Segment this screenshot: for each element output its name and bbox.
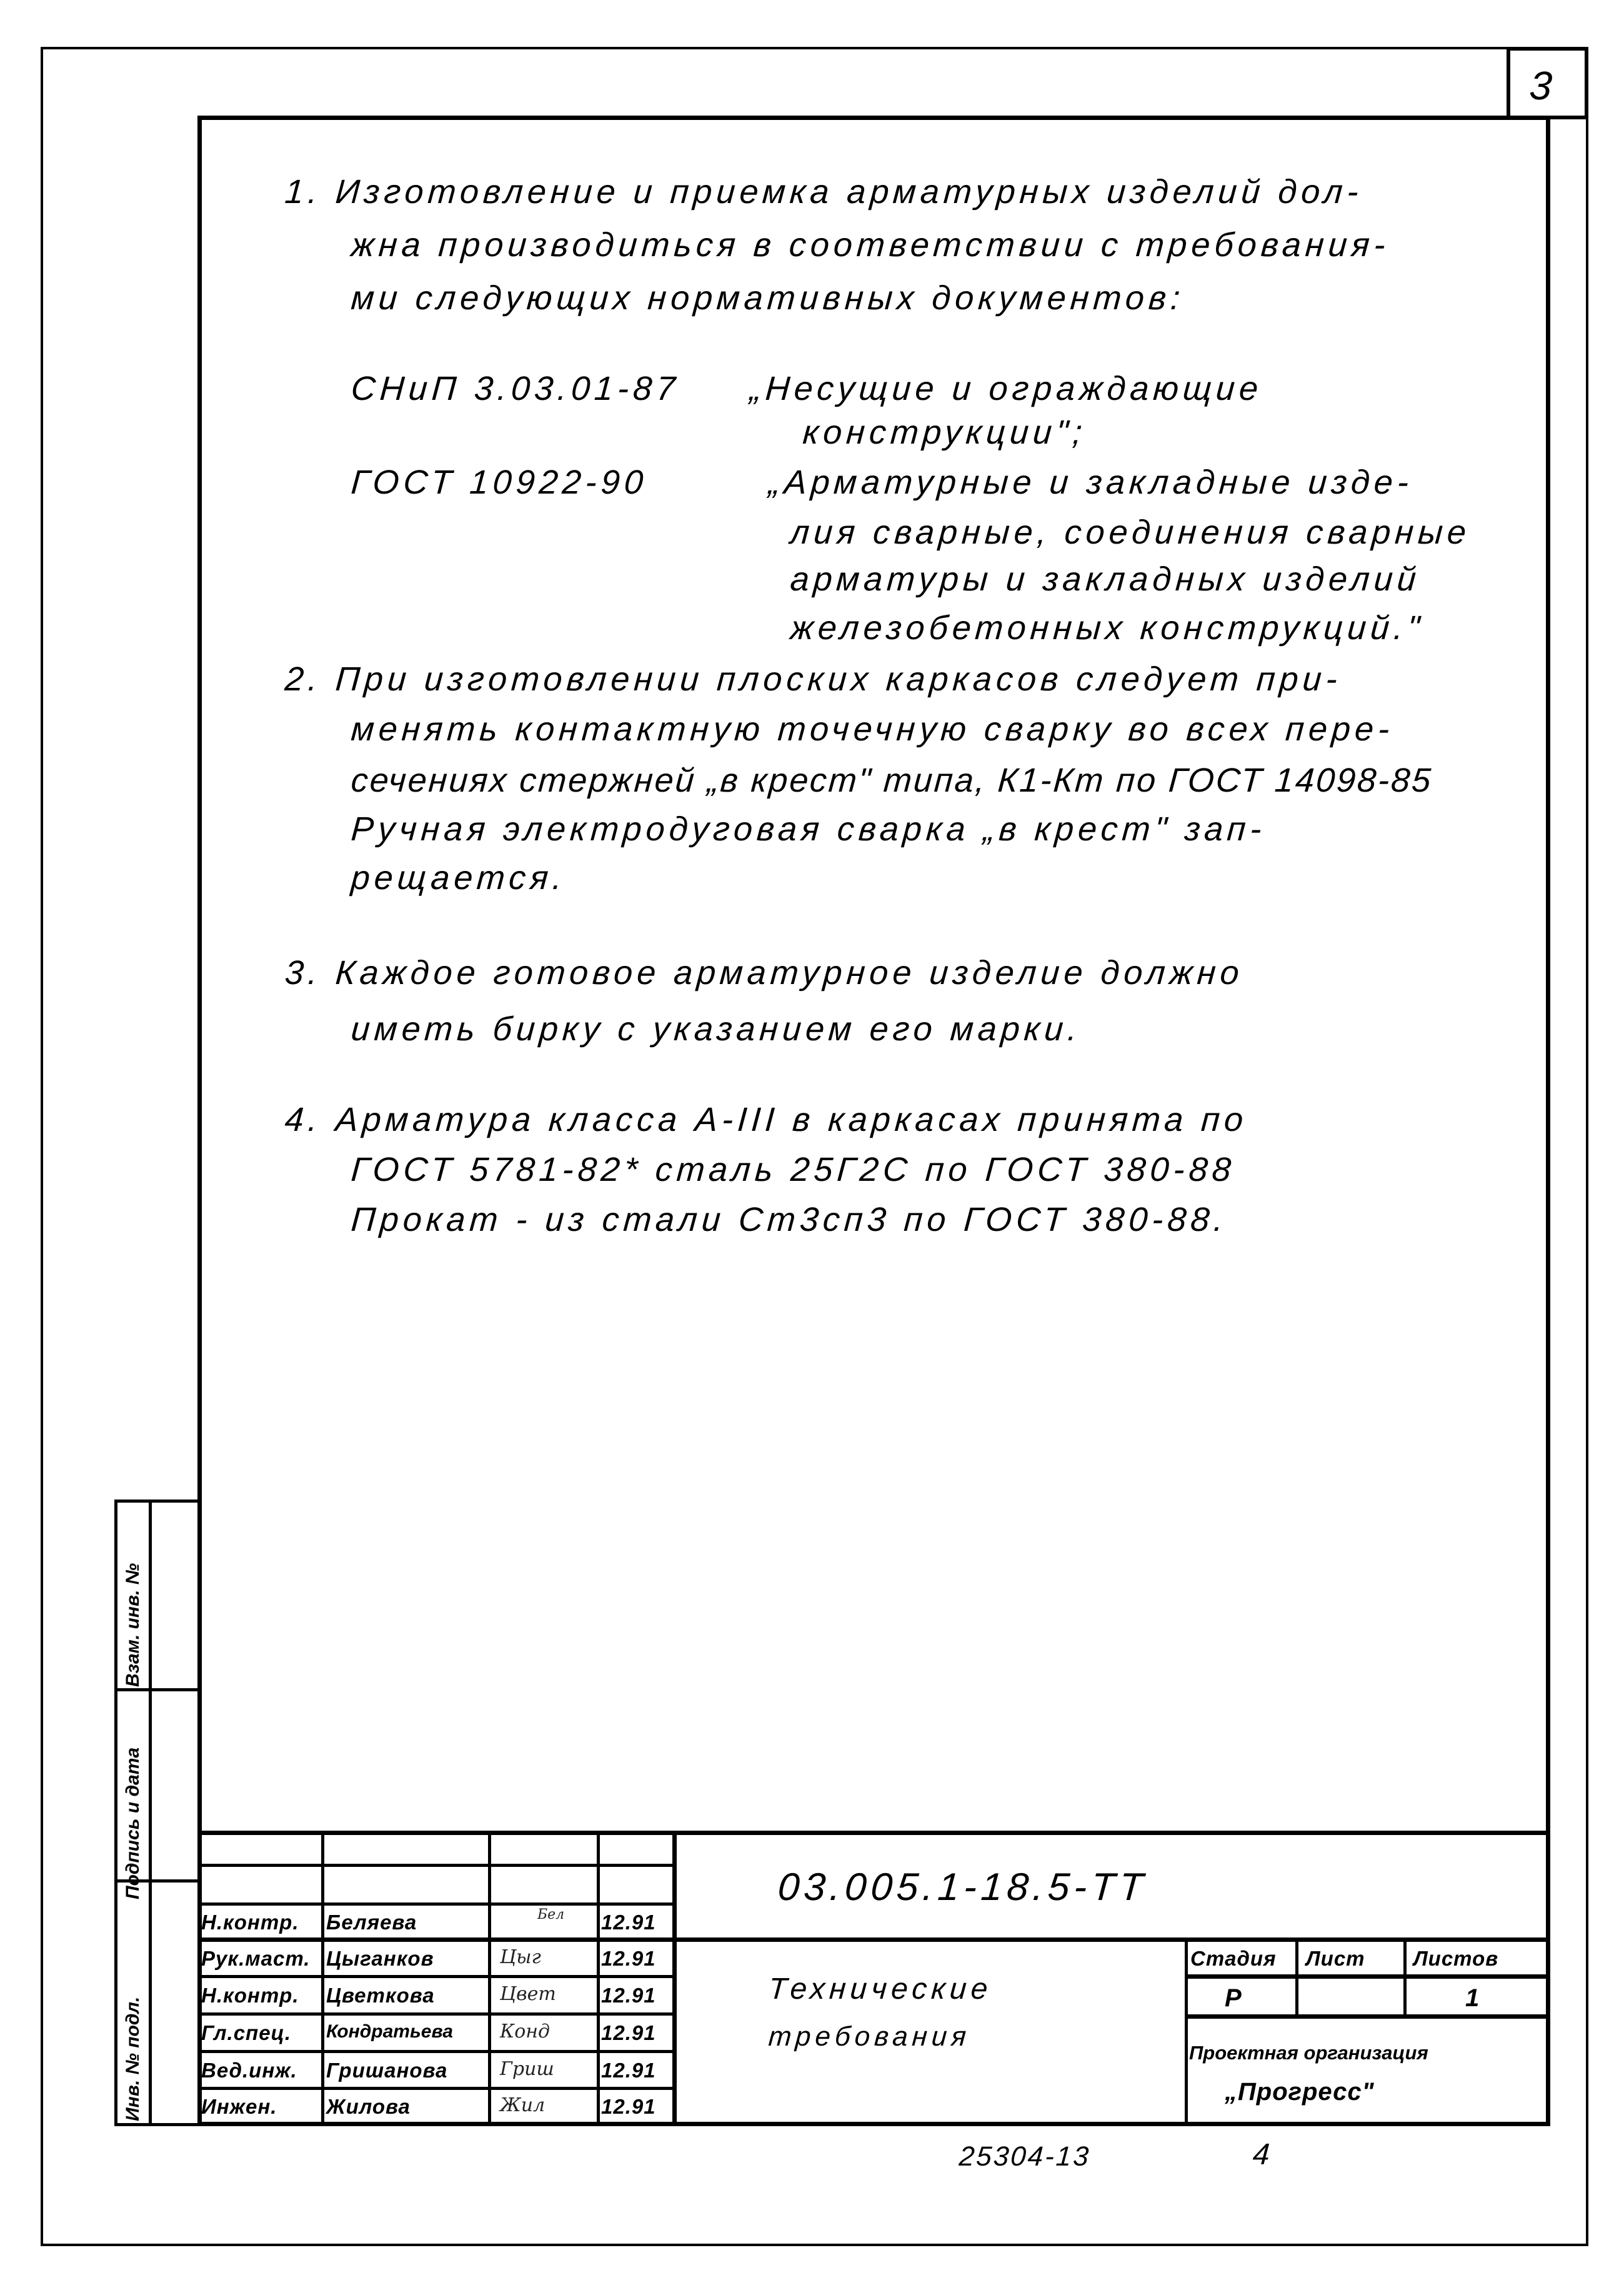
signature: Цвет [500,1983,556,2005]
text-line: сечениях стержней „в крест" типа, К1-Кт по ГОСТ 14098-85 [349,762,1434,799]
sheet-label: Лист [1306,1947,1365,1970]
text-line: 4. Арматура класса А-III в каркасах принята по [283,1101,1249,1138]
text-line: иметь бирку с указанием его марки. [349,1010,1083,1048]
signer-date: 12.91 [601,1984,656,2007]
divider [197,1937,1550,1942]
signer-role: Инжен. [201,2095,277,2118]
doc-title: „Несущие и ограждающие [748,370,1264,407]
signer-role: Вед.инж. [201,2059,297,2082]
signer-name: Беляева [326,1911,417,1934]
signature: Жил [500,2094,545,2116]
divider [114,1688,201,1691]
text-line: ми следующих нормативных документов: [349,279,1186,317]
divider [197,1975,675,1978]
divider [1185,2014,1550,2019]
stage-label: Стадия [1190,1947,1277,1970]
divider [149,1500,152,2126]
signer-role: Н.контр. [201,1911,299,1934]
divider [197,2050,675,2053]
sheet-number: 3 [1528,63,1558,108]
organization-line: Проектная организация [1189,2042,1428,2064]
divider [1185,1974,1550,1979]
sheets-label: Листов [1413,1947,1499,1970]
signer-date: 12.91 [601,2059,656,2082]
text-line: 3. Каждое готовое арматурное изделие должно [283,954,1245,992]
signature: Бел [537,1907,565,1922]
signer-role: Н.контр. [201,1984,299,2007]
text-line: менять контактную точечную сварку во всех пере- [349,710,1395,748]
doc-code: ГОСТ 10922-90 [349,464,649,501]
text-line: жна производиться в соответствии с требования- [349,226,1391,264]
signer-name: Цветкова [326,1984,435,2007]
divider [1185,1939,1188,2124]
text-line: 2. При изготовлении плоских каркасов следует при- [283,660,1343,698]
signer-role: Рук.маст. [201,1947,311,1970]
signer-name: Цыганков [326,1947,434,1970]
doc-title: конструкции"; [801,414,1088,451]
signer-name: Жилова [326,2095,411,2118]
doc-title: лия сварные, соединения сварные [789,514,1472,551]
divider [197,2087,675,2090]
signer-role: Гл.спец. [201,2021,292,2044]
signature: Гриш [500,2058,554,2080]
doc-title-line: требования [767,2021,972,2052]
doc-title: „Арматурные и закладные изде- [767,464,1415,501]
text-line: ГОСТ 5781-82* сталь 25Г2С по ГОСТ 380-88 [349,1151,1237,1188]
divider [197,1903,675,1906]
doc-code: СНиП 3.03.01-87 [349,370,681,407]
signature: Конд [500,2021,550,2042]
signer-date: 12.91 [601,2021,656,2044]
stage-value: Р [1225,1984,1242,2012]
designation: 03.005.1-18.5-ТТ [776,1866,1149,1909]
divider [197,1864,675,1867]
signer-date: 12.91 [601,1947,656,1970]
doc-title-line: Технические [767,1972,994,2006]
doc-title: арматуры и закладных изделий [789,560,1422,598]
divider [197,1831,1550,1835]
text-line: Ручная электродуговая сварка „в крест" зап- [349,810,1267,848]
page-number: 4 [1252,2138,1275,2171]
signer-name: Кондратьева [326,2021,453,2042]
organization-line: „Прогресс" [1225,2078,1375,2106]
signature-date-label: Подпись и дата [122,1747,143,1899]
divider [197,2012,675,2016]
signer-name: Гришанова [326,2059,448,2082]
text-line: 1. Изготовление и приемка арматурных изделий дол- [283,173,1364,211]
archive-number: 25304-13 [958,2141,1092,2172]
doc-title: железобетонных конструкций." [789,609,1425,647]
signer-date: 12.91 [601,2095,656,2118]
text-line: Прокат - из стали Ст3сп3 по ГОСТ 380-88. [349,1201,1229,1238]
signature: Цыг [500,1946,541,1968]
text-line: рещается. [349,859,568,897]
signer-date: 12.91 [601,1911,656,1934]
replaced-inv-label: Взам. инв. № [122,1563,143,1687]
sheets-value: 1 [1465,1984,1480,2012]
inv-orig-label: Инв. № подл. [122,1996,143,2121]
